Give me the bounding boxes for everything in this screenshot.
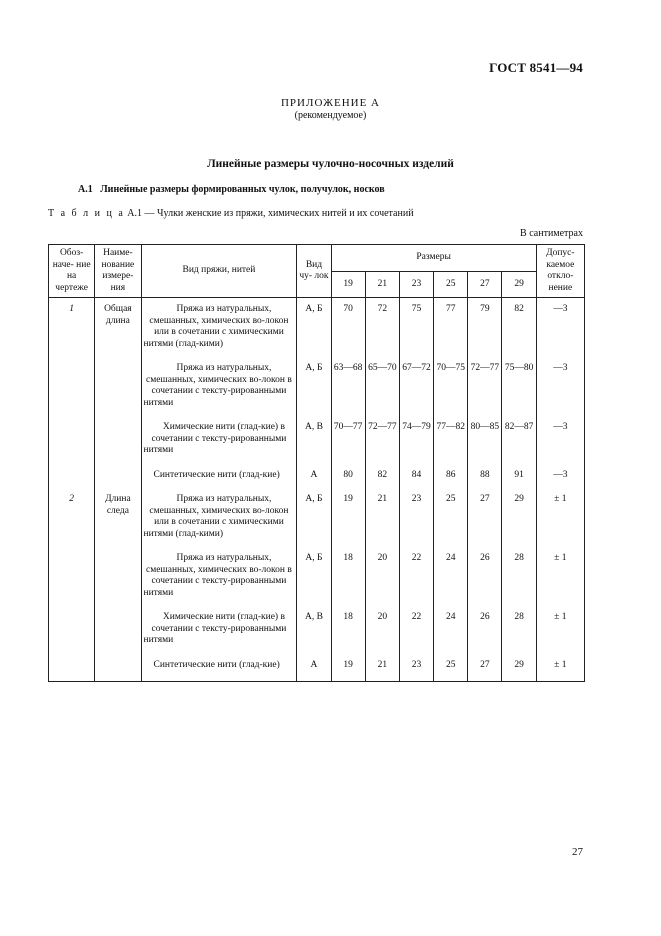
designation-cell [49, 660, 95, 682]
size-value-cell: 22 [399, 612, 433, 660]
yarn-cell [141, 660, 297, 682]
measurement-name-cell [95, 553, 141, 612]
stocking-type-cell: А, Б [297, 494, 331, 553]
tolerance-cell: —3 [536, 422, 584, 470]
designation-cell [49, 422, 95, 470]
size-value-cell: 63—68 [331, 363, 365, 422]
table-row [49, 660, 585, 682]
designation-cell [49, 363, 95, 422]
table-caption [48, 208, 414, 219]
yarn-cell [141, 553, 297, 612]
size-value-cell: 88 [468, 470, 502, 495]
size-header: 29 [502, 272, 536, 298]
stocking-type-cell: А, Б [297, 363, 331, 422]
measurement-name-cell [95, 470, 141, 495]
table-caption-id: А.1 [127, 208, 143, 219]
stocking-type-cell: А [297, 660, 331, 682]
size-value-cell: 28 [502, 612, 536, 660]
yarn-text: Пряжа из натуральных, смешанных, химических во-локон в сочетании с тексту-рированными нитями [143, 553, 292, 598]
table-row [49, 612, 585, 660]
tolerance-cell: ± 1 [536, 660, 584, 682]
size-header: 23 [399, 272, 433, 298]
yarn-cell [141, 612, 297, 660]
size-value-cell: 75 [399, 298, 433, 364]
measurement-name-cell: Длина следа [95, 494, 141, 553]
tolerance-cell: —3 [536, 363, 584, 422]
units-note: В сантиметрах [520, 228, 583, 239]
designation-cell: 2 [49, 494, 95, 553]
size-value-cell: 70 [331, 298, 365, 364]
size-header: 27 [468, 272, 502, 298]
tolerance-cell: ± 1 [536, 612, 584, 660]
yarn-cell [141, 494, 297, 553]
yarn-cell [141, 363, 297, 422]
size-value-cell: 86 [434, 470, 468, 495]
standard-number: ГОСТ 8541—94 [489, 60, 583, 75]
stocking-type-cell: А, В [297, 422, 331, 470]
size-value-cell: 19 [331, 660, 365, 682]
size-header: 25 [434, 272, 468, 298]
size-value-cell: 26 [468, 612, 502, 660]
tolerance-cell: ± 1 [536, 494, 584, 553]
table-row [49, 363, 585, 422]
yarn-text: Пряжа из натуральных, смешанных, химических во-локон или в сочетании с химическими нитями (глад-кими) [143, 304, 289, 349]
header-designation: Обоз- наче- ние на чертеже [49, 245, 95, 298]
size-value-cell: 22 [399, 553, 433, 612]
stocking-type-cell: А, Б [297, 298, 331, 364]
tolerance-cell: —3 [536, 470, 584, 495]
size-value-cell: 74—79 [399, 422, 433, 470]
size-value-cell: 26 [468, 553, 502, 612]
size-value-cell: 75—80 [502, 363, 536, 422]
header-tolerance: Допус- каемое откло- нение [536, 245, 584, 298]
measurement-name-cell: Общая длина [95, 298, 141, 364]
stocking-type-cell: А [297, 470, 331, 495]
size-value-cell: 72—77 [468, 363, 502, 422]
size-value-cell: 21 [365, 660, 399, 682]
table-row [49, 298, 585, 364]
size-value-cell: 82 [365, 470, 399, 495]
measurement-name-cell [95, 612, 141, 660]
size-value-cell: 91 [502, 470, 536, 495]
appendix-subtitle: (рекомендуемое) [294, 110, 367, 121]
table-row [49, 553, 585, 612]
table-row [49, 422, 585, 470]
size-value-cell: 67—72 [399, 363, 433, 422]
size-value-cell: 28 [502, 553, 536, 612]
designation-cell: 1 [49, 298, 95, 364]
size-value-cell: 19 [331, 494, 365, 553]
size-header: 21 [365, 272, 399, 298]
header-name: Наиме- нование измере- ния [95, 245, 141, 298]
yarn-text: Синтетические нити (глад-кие) [153, 469, 280, 480]
yarn-text: Пряжа из натуральных, смешанных, химических во-локон или в сочетании с химическими нитями (глад-кими) [143, 494, 289, 539]
size-value-cell: 65—70 [365, 363, 399, 422]
size-value-cell: 24 [434, 553, 468, 612]
measurement-name-cell [95, 422, 141, 470]
table-row [49, 494, 585, 553]
subsection-heading [78, 184, 385, 195]
section-title: Линейные размеры чулочно-носочных изделий [207, 158, 454, 170]
yarn-cell [141, 298, 297, 364]
size-value-cell: 18 [331, 553, 365, 612]
table-caption-text: — Чулки женские из пряжи, химических нитей и их сочетаний [144, 208, 414, 219]
yarn-text: Химические нити (глад-кие) в сочетании с тексту-рированными нитями [143, 422, 287, 455]
tolerance-cell: ± 1 [536, 553, 584, 612]
designation-cell [49, 553, 95, 612]
table-row [49, 470, 585, 495]
size-value-cell: 29 [502, 660, 536, 682]
yarn-text: Химические нити (глад-кие) в сочетании с тексту-рированными нитями [143, 612, 287, 645]
yarn-cell [141, 470, 297, 495]
size-header: 19 [331, 272, 365, 298]
designation-cell [49, 612, 95, 660]
table-header [49, 245, 585, 298]
size-value-cell: 20 [365, 553, 399, 612]
size-value-cell: 25 [434, 660, 468, 682]
size-value-cell: 23 [399, 660, 433, 682]
header-sizes: Размеры [331, 245, 536, 272]
subsection-title: Линейные размеры формированных чулок, получулок, носков [100, 184, 385, 195]
tolerance-cell: —3 [536, 298, 584, 364]
table-caption-prefix: Т а б л и ц а [48, 208, 125, 219]
size-value-cell: 79 [468, 298, 502, 364]
appendix-title: ПРИЛОЖЕНИЕ А [280, 97, 380, 109]
size-value-cell: 23 [399, 494, 433, 553]
size-value-cell: 27 [468, 494, 502, 553]
size-value-cell: 72—77 [365, 422, 399, 470]
size-value-cell: 24 [434, 612, 468, 660]
size-value-cell: 70—75 [434, 363, 468, 422]
designation-cell [49, 470, 95, 495]
stocking-type-cell: А, В [297, 612, 331, 660]
size-value-cell: 82 [502, 298, 536, 364]
size-value-cell: 21 [365, 494, 399, 553]
size-value-cell: 84 [399, 470, 433, 495]
measurement-name-cell [95, 363, 141, 422]
subsection-number: А.1 [78, 184, 93, 195]
size-value-cell: 27 [468, 660, 502, 682]
size-value-cell: 80—85 [468, 422, 502, 470]
size-value-cell: 29 [502, 494, 536, 553]
size-value-cell: 72 [365, 298, 399, 364]
yarn-text: Синтетические нити (глад-кие) [153, 659, 280, 670]
size-value-cell: 18 [331, 612, 365, 660]
dimensions-table [48, 244, 585, 682]
size-value-cell: 70—77 [331, 422, 365, 470]
measurement-name-cell [95, 660, 141, 682]
stocking-type-cell: А, Б [297, 553, 331, 612]
size-value-cell: 80 [331, 470, 365, 495]
size-value-cell: 77 [434, 298, 468, 364]
header-type: Вид чу- лок [297, 245, 331, 298]
header-yarn: Вид пряжи, нитей [141, 245, 297, 298]
size-value-cell: 82—87 [502, 422, 536, 470]
table-body [49, 298, 585, 682]
size-value-cell: 20 [365, 612, 399, 660]
yarn-cell [141, 422, 297, 470]
page-number: 27 [572, 846, 583, 858]
yarn-text: Пряжа из натуральных, смешанных, химических во-локон в сочетании с тексту-рированными нитями [143, 363, 292, 408]
size-value-cell: 77—82 [434, 422, 468, 470]
size-value-cell: 25 [434, 494, 468, 553]
